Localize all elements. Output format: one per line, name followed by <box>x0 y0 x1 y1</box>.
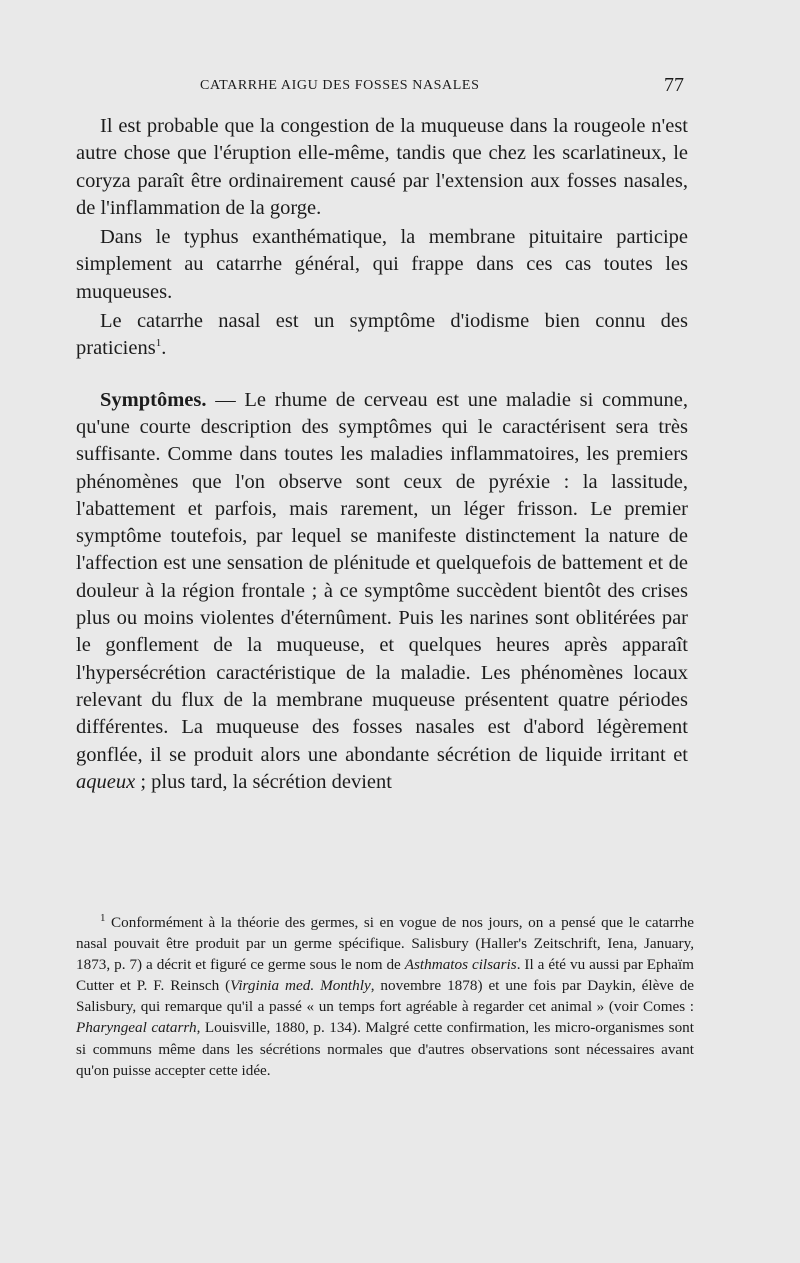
footnote <box>76 912 694 1081</box>
paragraph-iodisme-text: Le catarrhe nasal est un symptôme d'iodisme bien connu des praticiens <box>76 310 688 360</box>
footnote-seg4: , Louisville, 1880, p. 134). Malgré cette confirmation, les micro-organismes sont si communs même dans les sécrétions normales que d'autres observations sont nécessaires avant qu'on puisse accepter cette idée. <box>76 1019 694 1079</box>
page-number: 77 <box>664 74 684 96</box>
footnote-seg1: Conformément à la théorie des germes, si en vogue de nos jours, on a pensé que le catarrhe nasal pouvait être produit par un germe spécifique. Salisbury (Haller's Zeitschrift, Iena, January, 1873, p. 7) a décrit et figuré ce germe sous le nom de <box>76 914 694 974</box>
page-header <box>76 76 688 102</box>
footnote-seg3: , novembre 1878) et une fois par Daykin, élève de Salisbury, qui remarque qu'il a passé « un temps fort agréable à regarder cet animal » (voir Comes : <box>76 977 694 1016</box>
paragraph-rougeole: Il est probable que la congestion de la muqueuse dans la rougeole n'est autre chose que l'éruption elle-même, tandis que chez les scarlatineux, le coryza paraît être ordinairement causé par l'extension aux fosses nasales, de l'inflammation de la gorge. <box>76 115 688 219</box>
paragraph-typhus: Dans le typhus exanthématique, la membrane pituitaire participe simplement au catarrhe général, qui frappe dans ces cas toutes les muqueuses. <box>76 226 688 303</box>
footnote-italic-pharyngeal: Pharyngeal catarrh <box>76 1019 197 1037</box>
footnote-text <box>76 912 694 1081</box>
footnote-seg2: . Il a été vu aussi par Ephaïm Cutter et P. F. Reinsch ( <box>76 956 694 995</box>
paragraph-symptomes-italic: aqueux <box>76 770 136 793</box>
footnote-reference: 1 <box>155 337 162 350</box>
footnote-marker: 1 <box>100 911 106 924</box>
paragraph-symptomes-text: — Le rhume de cerveau est une maladie si commune, qu'une courte description des symptômes qui le caractérisent sera très suffisante. Comme dans toutes les maladies inflammatoires, les premiers phénomènes que l'on observe sont ceux de pyréxie : la lassitude, l'abattement et parfois, mais rarement, un léger frisson. Le premier symptôme toutefois, par lequel se manifeste distinctement la nature de l'affection est une sensation de plénitude et quelquefois de battement et de douleur à la région frontale ; à ce symptôme succèdent bientôt des crises plus ou moins violentes d'éternûment. Puis les narines sont oblitérées par le gonflement de la muqueuse, et quelques heures après apparaît l'hypersécrétion caractéristique de la maladie. Les phénomènes locaux relevant du flux de la membrane muqueuse présentent quatre périodes différentes. La muqueuse des fosses nasales est d'abord légèrement gonflée, il se produit alors une abondante sécrétion de liquide irritant et <box>76 388 688 766</box>
paragraph-iodisme <box>76 308 688 363</box>
section-title: Symptômes. <box>100 388 207 411</box>
paragraph-symptomes <box>76 387 688 796</box>
body-text <box>76 113 688 796</box>
running-title: CATARRHE AIGU DES FOSSES NASALES <box>200 78 480 93</box>
paragraph-symptomes-tail: ; plus tard, la sécrétion devient <box>135 770 392 793</box>
footnote-italic-asthmatos: Asthmatos cilsaris <box>404 956 517 974</box>
paragraph-iodisme-end: . <box>161 337 167 360</box>
footnote-italic-virginia: Virginia med. Monthly <box>230 977 371 995</box>
